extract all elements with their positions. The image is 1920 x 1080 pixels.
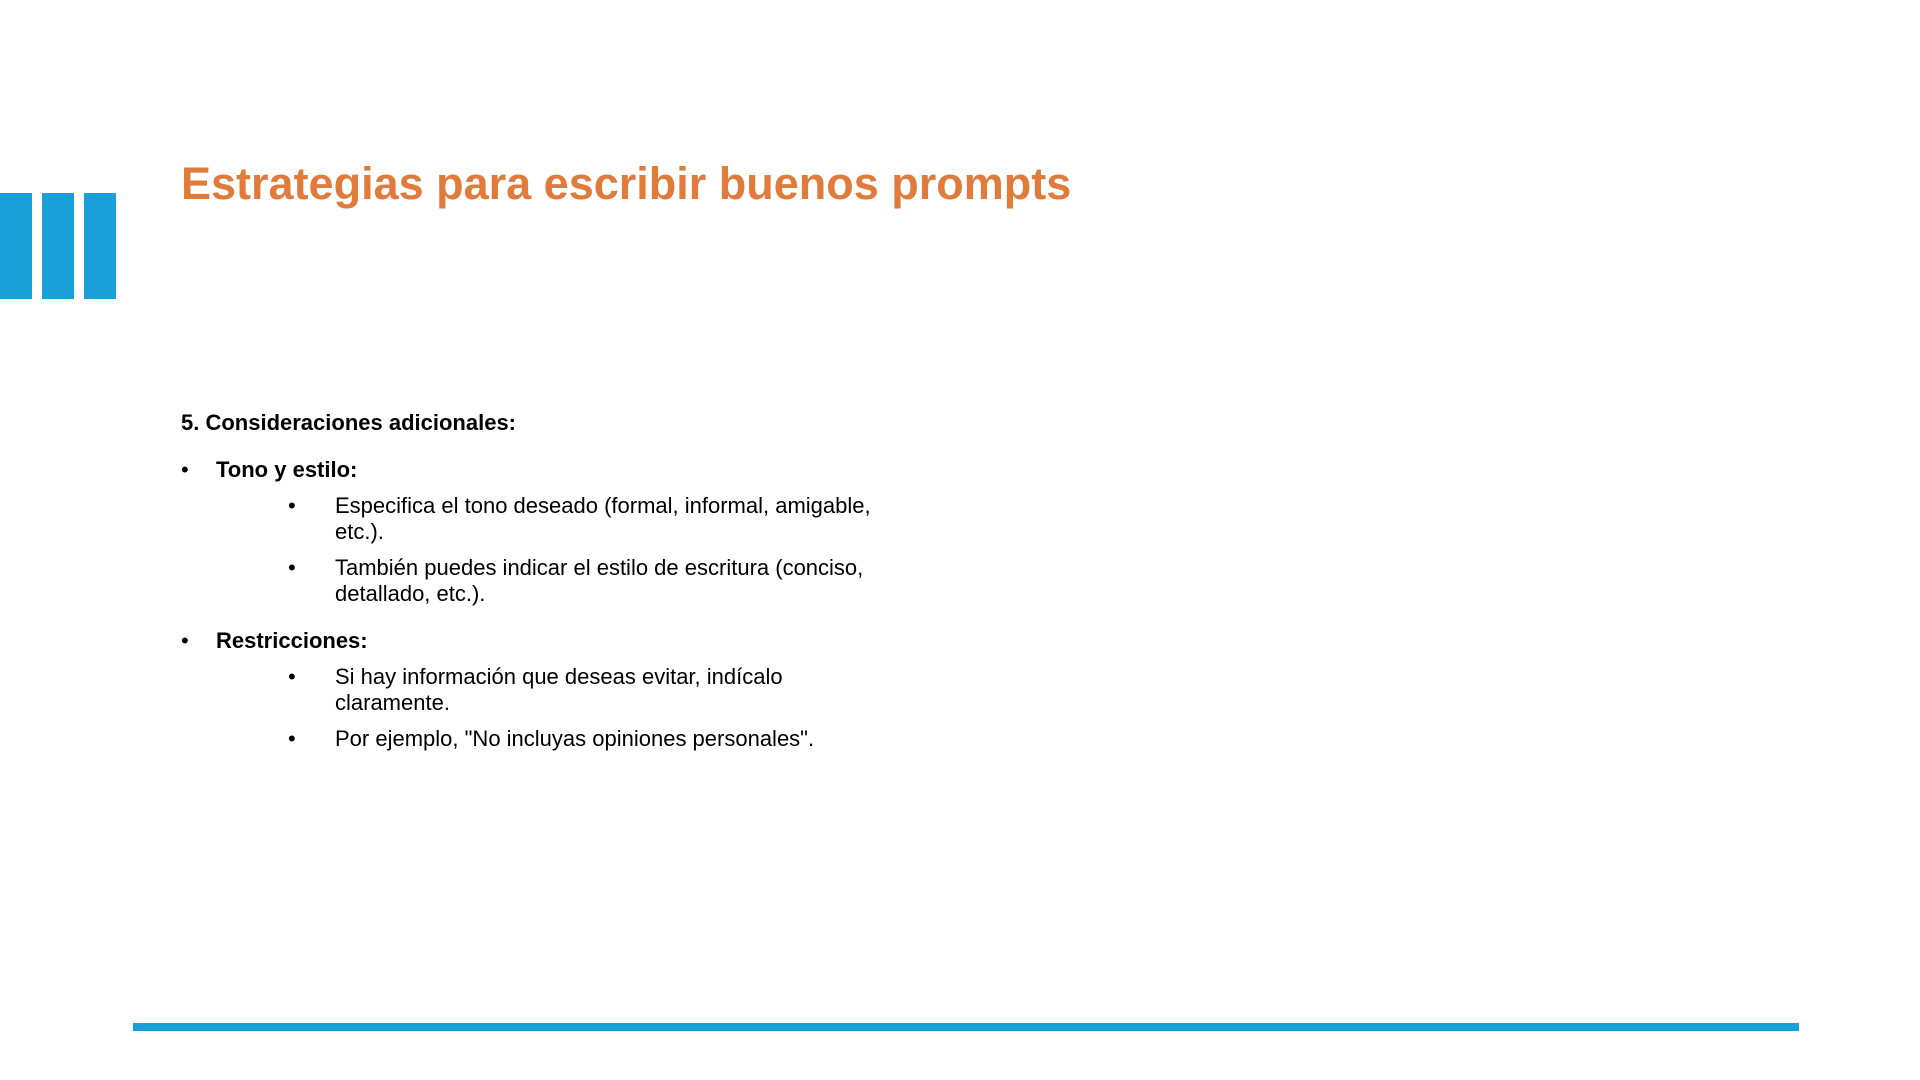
bullet-icon: • <box>288 664 296 689</box>
sub-bullet-item <box>181 493 895 545</box>
bullet-list <box>181 457 901 752</box>
bullet-icon: • <box>288 555 296 580</box>
bullet-group-restrictions <box>181 628 901 752</box>
decorative-bar <box>84 193 116 299</box>
sub-bullet-text: Por ejemplo, "No incluyas opiniones personales". <box>335 726 815 751</box>
decorative-bar <box>0 193 32 299</box>
bullet-heading-text: Tono y estilo: <box>216 457 358 482</box>
sub-bullet-item <box>181 555 895 607</box>
bullet-icon: • <box>288 726 296 751</box>
slide-content <box>181 410 901 752</box>
sub-bullet-text: Si hay información que deseas evitar, indícalo claramente. <box>335 664 783 715</box>
sub-bullet-list <box>181 664 901 752</box>
bullet-icon: • <box>181 457 189 482</box>
sub-bullet-list <box>181 493 901 607</box>
section-heading: 5. Consideraciones adicionales: <box>181 410 517 435</box>
decorative-bar <box>42 193 74 299</box>
sub-bullet-text: También puedes indicar el estilo de escritura (conciso, detallado, etc.). <box>335 555 864 606</box>
bullet-group-tone-style <box>181 457 901 607</box>
sub-bullet-item <box>181 664 895 716</box>
bullet-heading <box>181 628 901 654</box>
bullet-heading <box>181 457 901 483</box>
sub-bullet-item <box>181 726 895 752</box>
sub-bullet-text: Especifica el tono deseado (formal, informal, amigable, etc.). <box>335 493 871 544</box>
decorative-bars <box>0 193 116 299</box>
slide-title: Estrategias para escribir buenos prompts <box>181 158 1072 209</box>
bullet-icon: • <box>288 493 296 518</box>
bullet-heading-text: Restricciones: <box>216 628 368 653</box>
bottom-divider <box>133 1023 1799 1031</box>
bullet-icon: • <box>181 628 189 653</box>
